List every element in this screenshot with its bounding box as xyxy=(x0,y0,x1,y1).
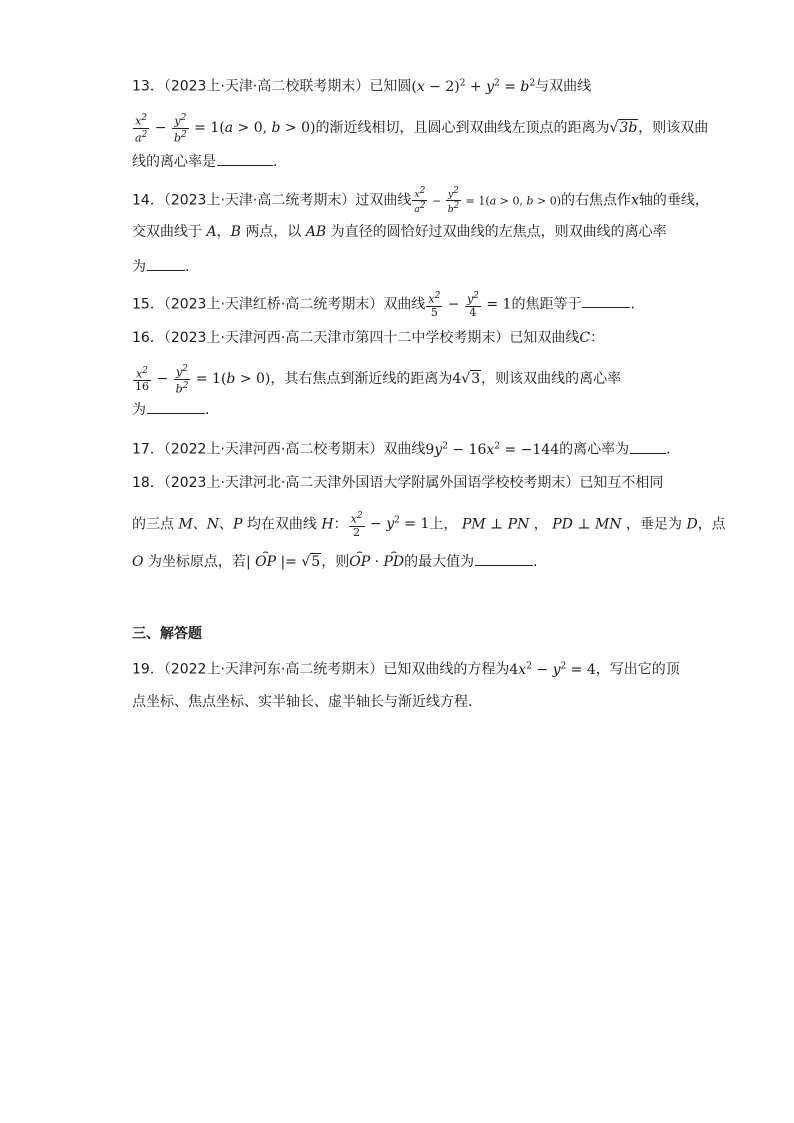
question-text: 均在双曲线 xyxy=(246,516,317,533)
question-text: ，则该双曲 xyxy=(638,120,709,137)
question-number: 19． xyxy=(132,661,164,678)
question-source: （2023上·天津红桥·高二统考期末） xyxy=(163,296,384,313)
question-text: 两点，以 xyxy=(245,224,302,240)
question-text: 交双曲线于 xyxy=(132,224,202,240)
question-text: ： xyxy=(590,330,605,346)
question-text: 点坐标、焦点坐标、实半轴长、虚半轴长与渐近线方程. xyxy=(132,694,473,710)
question-18-line-1 xyxy=(132,473,663,493)
math-fraction: $\frac{x^2}{a^2}$ xyxy=(414,186,426,215)
question-text: . xyxy=(205,402,210,418)
math-sqrt: 4√3 xyxy=(452,371,481,388)
answer-blank[interactable] xyxy=(475,551,533,566)
question-text: ，则该双曲线的离心率 xyxy=(481,371,622,388)
question-text: 过双曲线 xyxy=(355,192,412,209)
question-source: （2023上·天津·高二统考期末） xyxy=(163,192,356,209)
math-fraction: $\frac{x^2}{a^2}$ xyxy=(135,113,148,145)
question-text: . xyxy=(630,296,635,313)
question-text: . xyxy=(273,154,278,170)
question-text: 的三点 xyxy=(132,516,174,533)
question-source: （2023上·天津河西·高二天津市第四十二中学校考期末） xyxy=(163,330,510,346)
question-text: 为坐标原点，若 xyxy=(147,554,246,570)
question-number: 17． xyxy=(132,441,164,458)
math-dot-product: ⌢ OP · ⌢ PD xyxy=(349,554,404,570)
question-text: ，则 xyxy=(321,554,350,570)
question-text: 轴的垂线， xyxy=(638,192,709,209)
question-text: 与双曲线 xyxy=(535,78,592,95)
answer-blank[interactable] xyxy=(147,399,205,414)
question-text: 为 xyxy=(132,402,146,418)
question-number: 16． xyxy=(132,330,164,346)
question-14-line-3 xyxy=(132,256,189,277)
math-fraction: $\frac{y^2}{b^2}$ xyxy=(447,186,460,215)
question-13-line-3 xyxy=(132,151,277,172)
math-fraction: $\frac{y^2}{b^2}$ xyxy=(173,113,187,145)
math-circle-eq: $(x - 2)^2 + y^2 = b^2$ xyxy=(411,78,536,95)
question-19-line-1 xyxy=(132,656,680,680)
question-text: ，其右焦点到渐近线的距离为 xyxy=(270,371,453,388)
question-16-line-1 xyxy=(132,328,604,348)
question-source: （2023上·天津·高二校联考期末） xyxy=(163,78,370,95)
math-equation: $4x^2 - y^2 = 4$ xyxy=(509,661,596,678)
question-text: 的离心率为 xyxy=(559,441,630,458)
math-fraction: $\frac{x^2}{16}$ xyxy=(135,365,149,394)
question-text: 已知圆 xyxy=(369,78,412,95)
question-number: 18． xyxy=(132,475,164,491)
math-sqrt: √3b xyxy=(609,120,638,137)
question-text: . xyxy=(185,259,190,275)
question-text: 线的离心率是 xyxy=(132,154,216,170)
math-fraction: $\frac{y^2}{b^2}$ xyxy=(175,364,189,396)
answer-blank[interactable] xyxy=(582,293,630,308)
question-source: （2023上·天津河北·高二天津外国语大学附属外国语学校校考期末） xyxy=(163,475,580,491)
section-heading: 三、解答题 xyxy=(132,626,202,642)
question-18-line-2: 的三点 M、N、P 均在双曲线 H： $\frac{x^2}{2}$ − $y^2 = 1$上， PM ⊥ PN ， PD ⊥ MN ，垂足为 D，点 xyxy=(132,511,726,539)
question-14-line-2: 交双曲线于 A，B 两点，以 AB 为直径的圆恰好过双曲线的左焦点，则双曲线的离心率 xyxy=(132,224,667,240)
math-equation: $9y^2 - 16x^2 = -144$ xyxy=(425,441,560,458)
question-18-line-3: O 为坐标原点，若| ⌢ OP |= √5，则⌢ OP · ⌢ PD的最大值为 . xyxy=(132,551,538,572)
question-14-line-1: 14．（2023上·天津·高二统考期末）过双曲线 $\frac{x^2}{a^2}$ − $\frac{y^2}{b^2}$ = 1(a > 0, b > 0)的右焦点作x轴的垂线， xyxy=(132,186,709,215)
question-number: 14． xyxy=(132,192,164,209)
question-text: 上， xyxy=(429,516,458,533)
question-source: （2022上·天津河西·高二校考期末） xyxy=(163,441,384,458)
curve-name: C xyxy=(579,330,591,346)
question-text: 已知双曲线的方程为 xyxy=(383,661,510,678)
question-text: ，点 xyxy=(697,516,726,533)
question-text: . xyxy=(533,554,538,570)
question-text: 双曲线 xyxy=(383,296,426,313)
math-sqrt: √5 xyxy=(301,554,321,570)
math-fraction: $\frac{y^2}{4}$ xyxy=(466,291,479,319)
question-19-line-2 xyxy=(132,692,472,712)
question-text: 双曲线 xyxy=(383,441,426,458)
question-text: 已知互不相同 xyxy=(579,475,664,491)
question-text: 为直径的圆恰好过双曲线的左焦点，则双曲线的离心率 xyxy=(330,224,667,240)
question-17-line-1 xyxy=(132,436,671,460)
question-text: 的右焦点作 xyxy=(561,192,631,209)
question-text: ，写出它的顶 xyxy=(595,661,680,678)
question-15-line-1: 15．（2023上·天津红桥·高二统考期末）双曲线 $\frac{x^2}{5}$ − $\frac{y^2}{4}$ = 1的焦距等于 . xyxy=(132,291,635,319)
question-text: 的焦距等于 xyxy=(511,296,582,313)
question-number: 15． xyxy=(132,296,164,313)
question-text: 已知双曲线 xyxy=(509,330,580,346)
question-source: （2022上·天津河东·高二统考期末） xyxy=(163,661,384,678)
question-13-line-1 xyxy=(132,73,591,97)
math-vector-norm: | ⌢ OP |= xyxy=(246,554,301,570)
question-text: ， xyxy=(533,516,548,533)
math-fraction: $\frac{x^2}{2}$ xyxy=(350,511,363,539)
answer-blank[interactable] xyxy=(217,151,273,166)
question-13-line-2: $\frac{x^2}{a^2}$ − $\frac{y^2}{b^2}$ = 1(a > 0, b > 0)的渐近线相切，且圆心到双曲线左顶点的距离为√3b，则该双曲 xyxy=(135,113,709,145)
question-text: 为 xyxy=(132,259,146,275)
question-text: . xyxy=(666,441,671,458)
question-16-line-3 xyxy=(132,399,209,420)
question-text: 的渐近线相切，且圆心到双曲线左顶点的距离为 xyxy=(315,120,610,137)
answer-blank[interactable] xyxy=(630,439,666,454)
question-text: ，垂足为 xyxy=(626,516,682,533)
question-text: 的最大值为 xyxy=(404,554,475,570)
math-fraction: $\frac{x^2}{5}$ xyxy=(428,291,441,319)
answer-blank[interactable] xyxy=(147,256,185,271)
question-16-line-2: $\frac{x^2}{16}$ − $\frac{y^2}{b^2}$ = 1(b > 0)，其右焦点到渐近线的距离为4√3，则该双曲线的离心率 xyxy=(135,364,622,396)
question-number: 13． xyxy=(132,78,164,95)
